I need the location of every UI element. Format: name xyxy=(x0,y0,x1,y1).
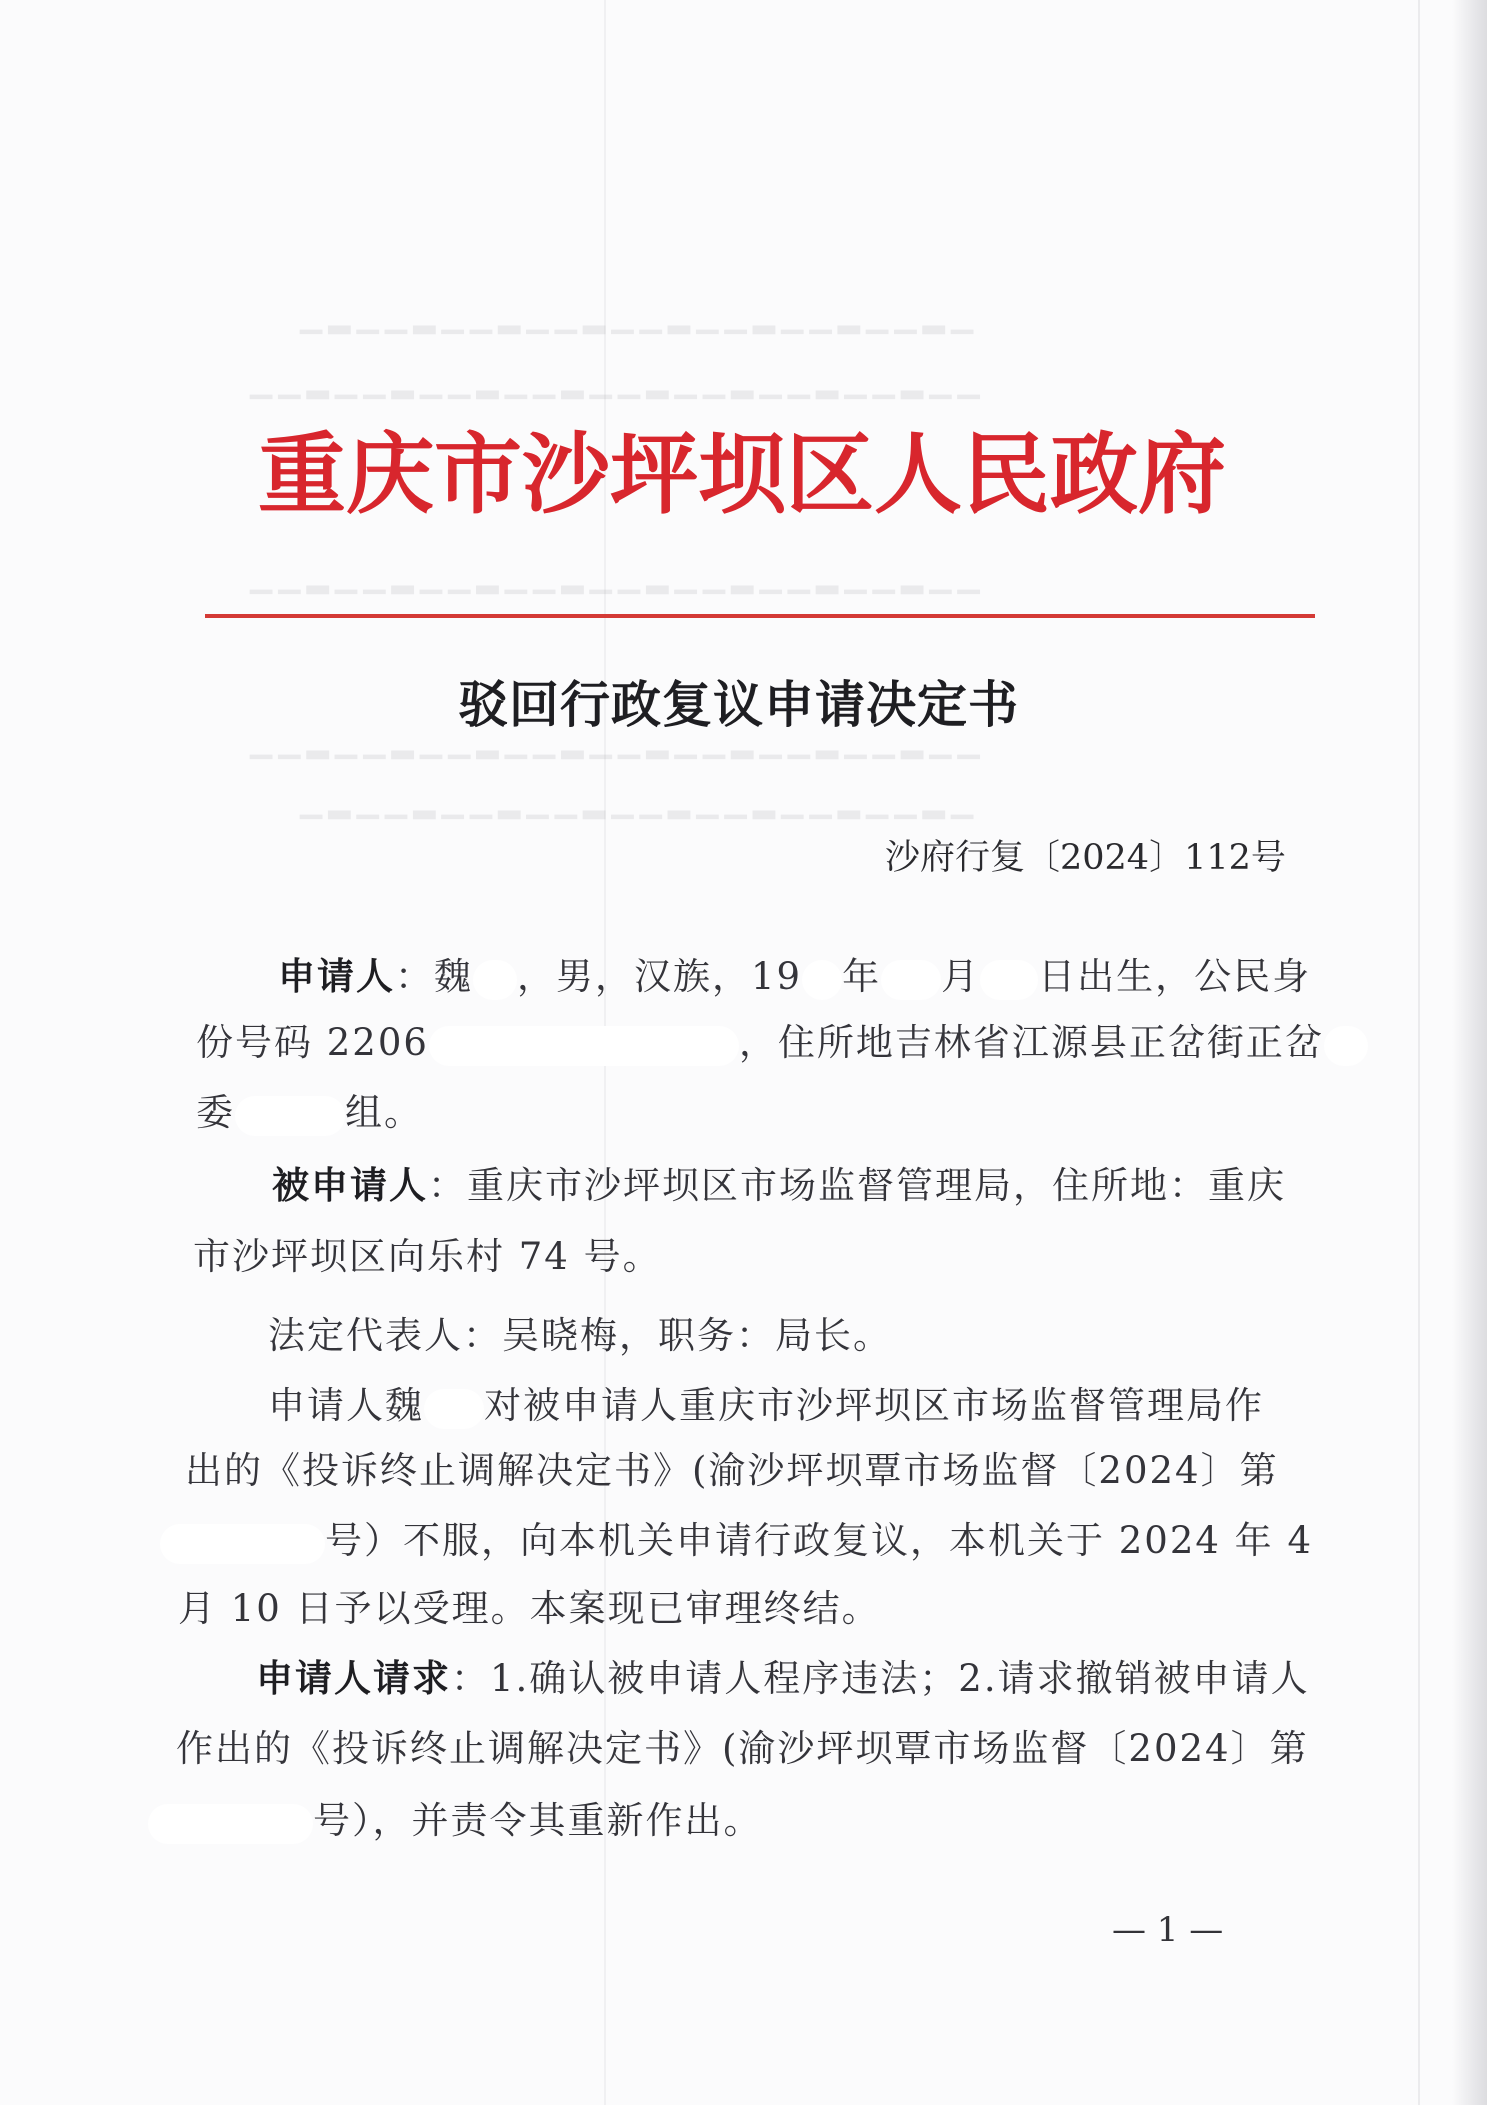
request-line-3: 号），并责令其重新作出。 xyxy=(148,1790,763,1844)
applicant-line-3: 委 组。 xyxy=(196,1091,423,1134)
redaction xyxy=(160,1524,325,1564)
document-title: 驳回行政复议申请决定书 xyxy=(458,675,1019,734)
show-through: ▁▁▂▁▁▂▁▁▂▁▁▂▁▁▂▁▁▂▁▁▂▁▁▂▁▁ xyxy=(250,725,986,759)
request-line-2: 作出的《投诉终止调解决定书》(渝沙坪坝覃市场监督〔2024〕第 xyxy=(176,1727,1309,1770)
redaction xyxy=(980,960,1038,1000)
redaction xyxy=(802,960,842,1000)
redaction xyxy=(1324,1026,1368,1066)
redaction xyxy=(235,1096,345,1136)
applicant-line-1: 申请人：魏 ，男，汉族，19 年 月 日出生，公民身 xyxy=(278,954,1312,998)
legal-representative-line: 法定代表人：吴晓梅，职务：局长。 xyxy=(268,1314,892,1357)
redaction xyxy=(148,1804,313,1844)
case-line-3: 号）不服，向本机关申请行政复议，本机关于 2024 年 4 xyxy=(160,1510,1313,1564)
case-line-2: 出的《投诉终止调解决定书》(渝沙坪坝覃市场监督〔2024〕第 xyxy=(185,1449,1279,1492)
red-divider-line xyxy=(205,614,1315,618)
respondent-line-2: 市沙坪坝区向乐村 74 号。 xyxy=(193,1235,662,1278)
scan-edge-shadow xyxy=(1452,0,1487,2105)
show-through: ▁▂▁▁▂▁▁▂▁▁▂▁▁▂▁▁▂▁▁▂▁▁▂▁ xyxy=(300,785,980,819)
applicant-label: 申请人 xyxy=(278,954,395,998)
redaction xyxy=(429,1026,739,1066)
redaction xyxy=(881,960,941,1000)
scan-fold-line-right xyxy=(1418,0,1420,2105)
case-line-1: 申请人魏 对被申请人重庆市沙坪坝区市场监督管理局作 xyxy=(268,1384,1264,1427)
show-through: ▁▂▁▁▂▁▁▂▁▁▂▁▁▂▁▁▂▁▁▂▁▁▂▁ xyxy=(300,300,980,334)
show-through: ▁▁▂▁▁▂▁▁▂▁▁▂▁▁▂▁▁▂▁▁▂▁▁▂▁▁ xyxy=(250,365,986,399)
page-number: — 1 — xyxy=(1112,1910,1224,1950)
respondent-label: 被申请人 xyxy=(272,1163,428,1207)
show-through: ▁▁▂▁▁▂▁▁▂▁▁▂▁▁▂▁▁▂▁▁▂▁▁▂▁▁ xyxy=(250,560,986,594)
redaction xyxy=(424,1389,484,1429)
document-number: 沙府行复〔2024〕112号 xyxy=(885,838,1286,878)
respondent-line-1: 被申请人：重庆市沙坪坝区市场监督管理局，住所地：重庆 xyxy=(272,1163,1286,1207)
issuing-authority-title: 重庆市沙坪坝区人民政府 xyxy=(258,422,1227,526)
request-label: 申请人请求 xyxy=(256,1656,451,1700)
case-line-4: 月 10 日予以受理。本案现已审理终结。 xyxy=(178,1587,881,1630)
redaction xyxy=(473,960,517,1000)
applicant-line-2: 份号码 2206 ，住所地吉林省江源县正岔街正岔 xyxy=(196,1012,1368,1066)
request-line-1: 申请人请求：1.确认被申请人程序违法；2.请求撤销被申请人 xyxy=(256,1656,1310,1700)
